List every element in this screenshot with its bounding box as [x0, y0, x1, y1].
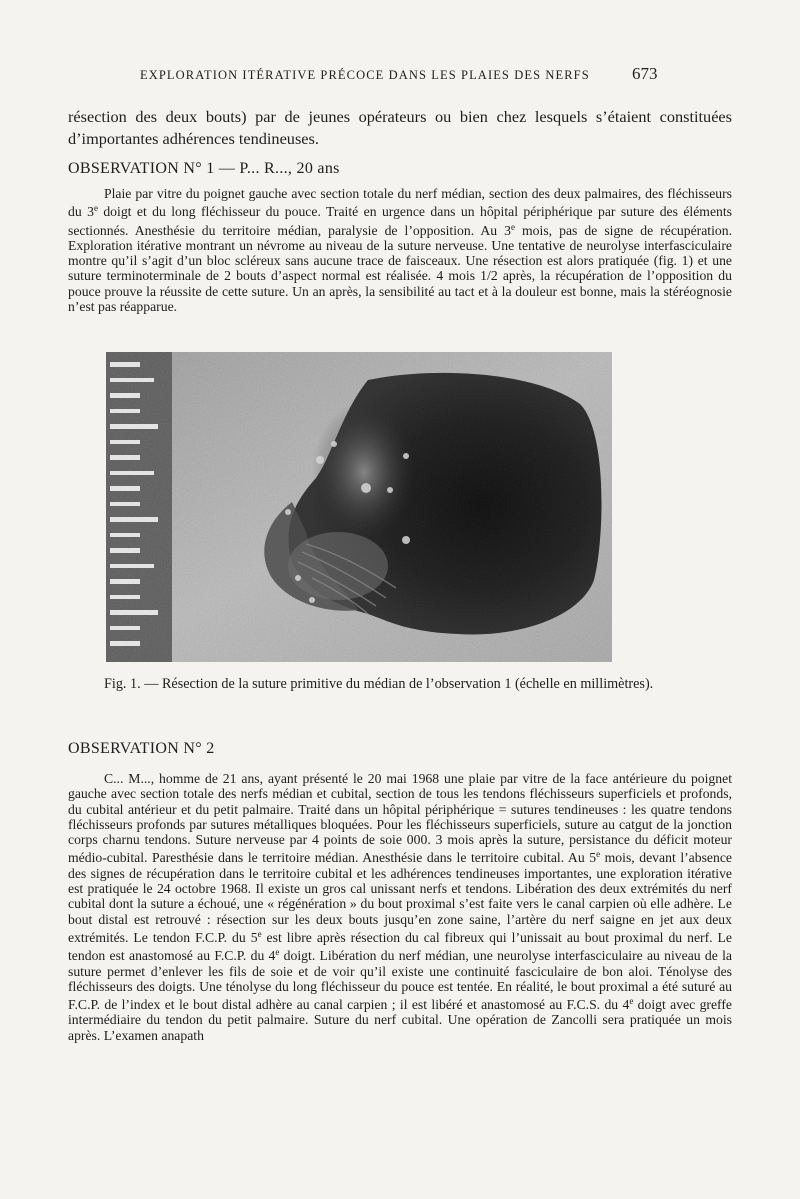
figure-1-photograph [106, 352, 612, 662]
observation-1-heading: OBSERVATION N° 1 — P... R..., 20 ans [68, 160, 340, 177]
page-number: 673 [632, 64, 658, 83]
running-head: EXPLORATION ITÉRATIVE PRÉCOCE DANS LES PLAIES DES NERFS [140, 68, 590, 82]
nerve-specimen-photo [106, 352, 612, 662]
figure-1-caption: Fig. 1. — Résection de la suture primitive du médian de l’observation 1 (échelle en millimètres). [104, 676, 654, 692]
observation-2-text: C... M..., homme de 21 ans, ayant présenté le 20 mai 1968 une plaie par vitre de la face antérieure du poignet gauche avec section totale des nerfs médian et cubital, section de tous les tendons fléchisseurs superficiels et profonds, du cubital antérieur et du petit palmaire. Traité dans un hôpital périphérique = sutures tendineuses : les quatre tendons fléchisseurs profonds par sutures métalliques bloquées. Pour les fléchisseurs superficiels, suture au catgut de la jonction corps charnu tendons. Suture nerveuse par 4 points de soie 000. 3 mois après la suture, persistance du déficit moteur médio-cubital. Paresthésie dans le territoire médian. Anesthésie dans le territoire cubital. Au 5e mois, devant l’absence des signes de récupération dans le territoire cubital et les adhérences tendineuses importantes, une exploration itérative est pratiquée le 24 octobre 1968. Il existe un gros cal unissant nerfs et tendons. Libération des deux extrémités du nerf cubital dont la suture a échoué, une « régénération » du bout proximal s’est faite vers le canal carpien où elle adhère. Le bout distal est retrouvé : résection sur les deux bouts jusqu’en zone saine, l’artère du nerf saigne en jet aux deux extrémités. Le tendon F.C.P. du 5e est libre après résection du cal fibreux qui l’unissait au bout proximal du nerf. Le tendon est anastomosé au F.C.P. du 4e doigt. Libération du nerf médian, une neurolyse interfasciculaire au niveau de la suture permet d’enlever les fils de soie et de voir qu’il existe une continuité fasciculaire de bon aloi. Ténolyse des fléchisseurs des doigts. Une ténolyse du long fléchisseur du pouce est tentée. En réalité, le bout proximal a été suturé au F.C.P. de l’index et le bout distal adhère au canal carpien ; il est libéré et anastomosé au F.C.S. du 4e doigt avec greffe intermédiaire du tendon du petit palmaire. Suture du nerf cubital. Une opération de Zancolli sera pratiquée un mois après. L’examen anapath [68, 771, 732, 1043]
observation-1-text: Plaie par vitre du poignet gauche avec section totale du nerf médian, section des deux palmaires, des fléchisseurs du 3e doigt et du long fléchisseur du pouce. Traité en urgence dans un hôpital périphérique par suture des éléments sectionnés. Anesthésie du territoire médian, paralysie de l’opposition. Au 3e mois, pas de signe de récupération. Exploration itérative montrant un névrome au niveau de la suture nerveuse. Une tentative de neurolyse interfasciculaire montre qu’il s’agit d’un bloc scléreux sans aucune trace de faisceaux. Une résection est alors pratiquée (fig. 1) et une suture terminoterminale de 2 bouts d’aspect normal est réalisée. 4 mois 1/2 après, la récupération de l’opposition du pouce prouve la réussite de cette suture. Un an après, la sensibilité au tact et à la douleur est bonne, mais la stéréognosie n’est pas réapparue. [68, 186, 733, 315]
intro-paragraph: résection des deux bouts) par de jeunes opérateurs ou bien chez lesquels s’étaient constituées d’importantes adhérences tendineuses. [68, 107, 732, 148]
observation-2-heading: OBSERVATION N° 2 [68, 740, 215, 757]
